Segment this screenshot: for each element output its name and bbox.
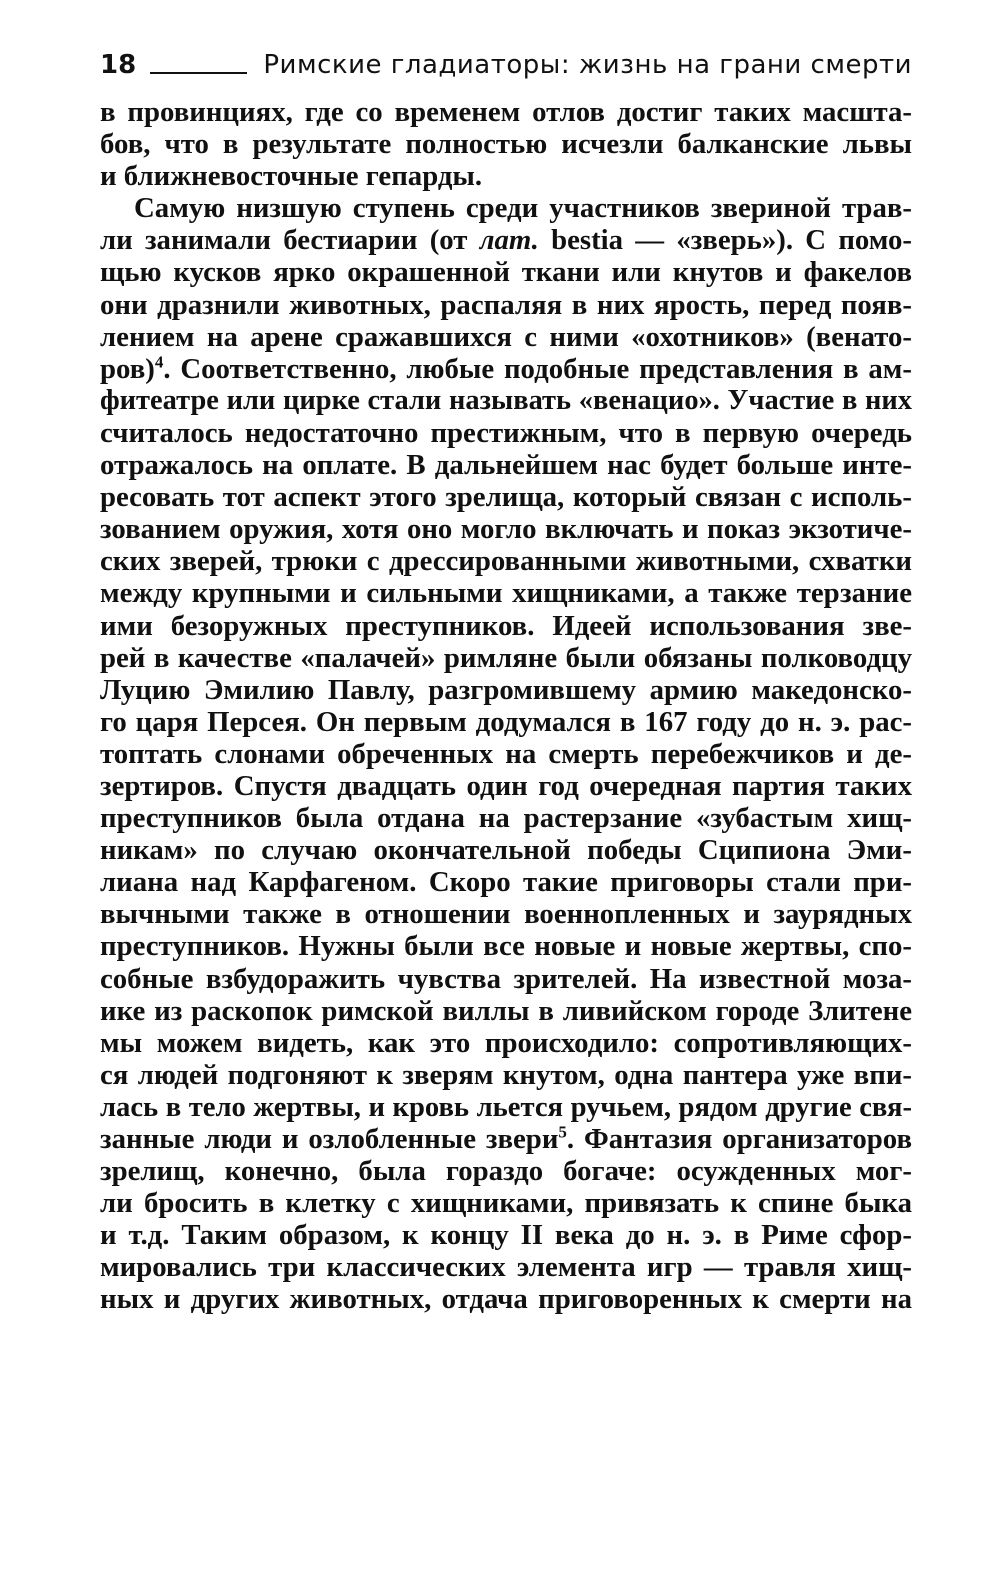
text-line: ресовать тот аспект этого зрелища, который связан с исполь- (100, 481, 912, 514)
paragraph-continued (100, 96, 912, 192)
text-line: вычными также в отношении военнопленных и заурядных (100, 898, 912, 931)
text-line (100, 353, 912, 385)
text-fragment: . Соответственно, любые подобные представления в ам- (163, 352, 912, 385)
text-line: фитеатре или цирке стали называть «венацио». Участие в них (100, 384, 912, 416)
header-rule (150, 72, 247, 74)
text-line: ими безоружных преступников. Идеей использования зве- (100, 609, 912, 642)
text-line: го царя Персея. Он первым додумался в 167 году до н. э. рас- (100, 705, 912, 738)
text-line: Самую низшую ступень среди участников звериной трав- (134, 192, 912, 225)
text-line: собные взбудоражить чувства зрителей. На известной моза- (100, 962, 912, 995)
text-line: преступников. Нужны были все новые и новые жертвы, спо- (100, 930, 912, 963)
running-head (100, 40, 912, 90)
latin-abbreviation: лат. (479, 224, 539, 257)
text-line: бов, что в результате полностью исчезли балканские львы (100, 128, 912, 161)
text-line: считалось недостаточно престижным, что в первую очередь (100, 416, 912, 449)
text-line: ных и других животных, отдача приговоренных к смерти на (100, 1283, 912, 1316)
text-line: рей в качестве «палачей» римляне были обязаны полководцу (100, 641, 912, 674)
page-number: 18 (100, 50, 137, 80)
text-line: ике из раскопок римской виллы в ливийском городе Злитене (100, 994, 912, 1027)
running-head-title: Римские гладиаторы: жизнь на грани смерти (263, 50, 912, 80)
text-line (100, 1123, 912, 1155)
footnote-marker[interactable]: 5 (558, 1122, 567, 1142)
text-line: и т.д. Таким образом, к концу II века до н. э. в Риме сфор- (100, 1219, 912, 1252)
text-line: ли бросить в клетку с хищниками, привязать к спине быка (100, 1187, 912, 1220)
text-fragment: bestia — «зверь»). С помо- (538, 224, 912, 257)
text-line: между крупными и сильными хищниками, а также терзание (100, 577, 912, 610)
book-page (100, 40, 912, 1316)
text-line: щью кусков ярко окрашенной ткани или кнутов и факелов (100, 256, 912, 289)
text-line: зрелищ, конечно, была гораздо богаче: осужденных мог- (100, 1155, 912, 1188)
text-line: зертиров. Спустя двадцать один год очередная партия таких (100, 769, 912, 802)
text-line: топтать слонами обреченных на смерть перебежчиков и де- (100, 737, 912, 770)
text-fragment: занные люди и озлобленные звери (100, 1123, 559, 1155)
body-text (100, 96, 912, 1316)
text-fragment: ров) (100, 352, 155, 385)
text-line: мировались три классических элемента игр — травля хищ- (100, 1251, 912, 1284)
footnote-marker[interactable]: 4 (154, 352, 164, 372)
text-line: ся людей подгоняют к зверям кнутом, одна пантера уже впи- (100, 1058, 912, 1091)
text-line (100, 224, 912, 256)
text-line: ских зверей, трюки с дрессированными животными, схватки (100, 545, 912, 578)
text-fragment: ли занимали бестиарии (от (100, 224, 480, 257)
text-line: и ближневосточные гепарды. (100, 160, 483, 193)
text-line: отражалось на оплате. В дальнейшем нас будет больше инте- (100, 449, 912, 482)
text-line: мы можем видеть, как это происходило: сопротивляющих- (100, 1026, 912, 1059)
text-line: они дразнили животных, распаляя в них ярость, перед появ- (100, 288, 912, 321)
text-line: в провинциях, где со временем отлов достиг таких масшта- (100, 96, 912, 128)
text-line: преступников была отдана на растерзание «зубастым хищ- (100, 802, 912, 835)
text-line: лением на арене сражавшихся с ними «охотников» (венато- (100, 320, 912, 353)
text-line: лась в тело жертвы, и кровь льется ручьем, рядом другие свя- (100, 1090, 912, 1123)
text-line: никам» по случаю окончательной победы Сципиона Эми- (100, 834, 912, 867)
paragraph-bestiarii (100, 192, 912, 1315)
text-line: лиана над Карфагеном. Скоро такие приговоры стали при- (100, 866, 912, 899)
text-fragment: . Фантазия организаторов (566, 1123, 913, 1155)
text-line: Луцию Эмилию Павлу, разгромившему армию македонско- (100, 673, 912, 706)
text-line: зованием оружия, хотя оно могло включать и показ экзотиче- (100, 513, 912, 546)
